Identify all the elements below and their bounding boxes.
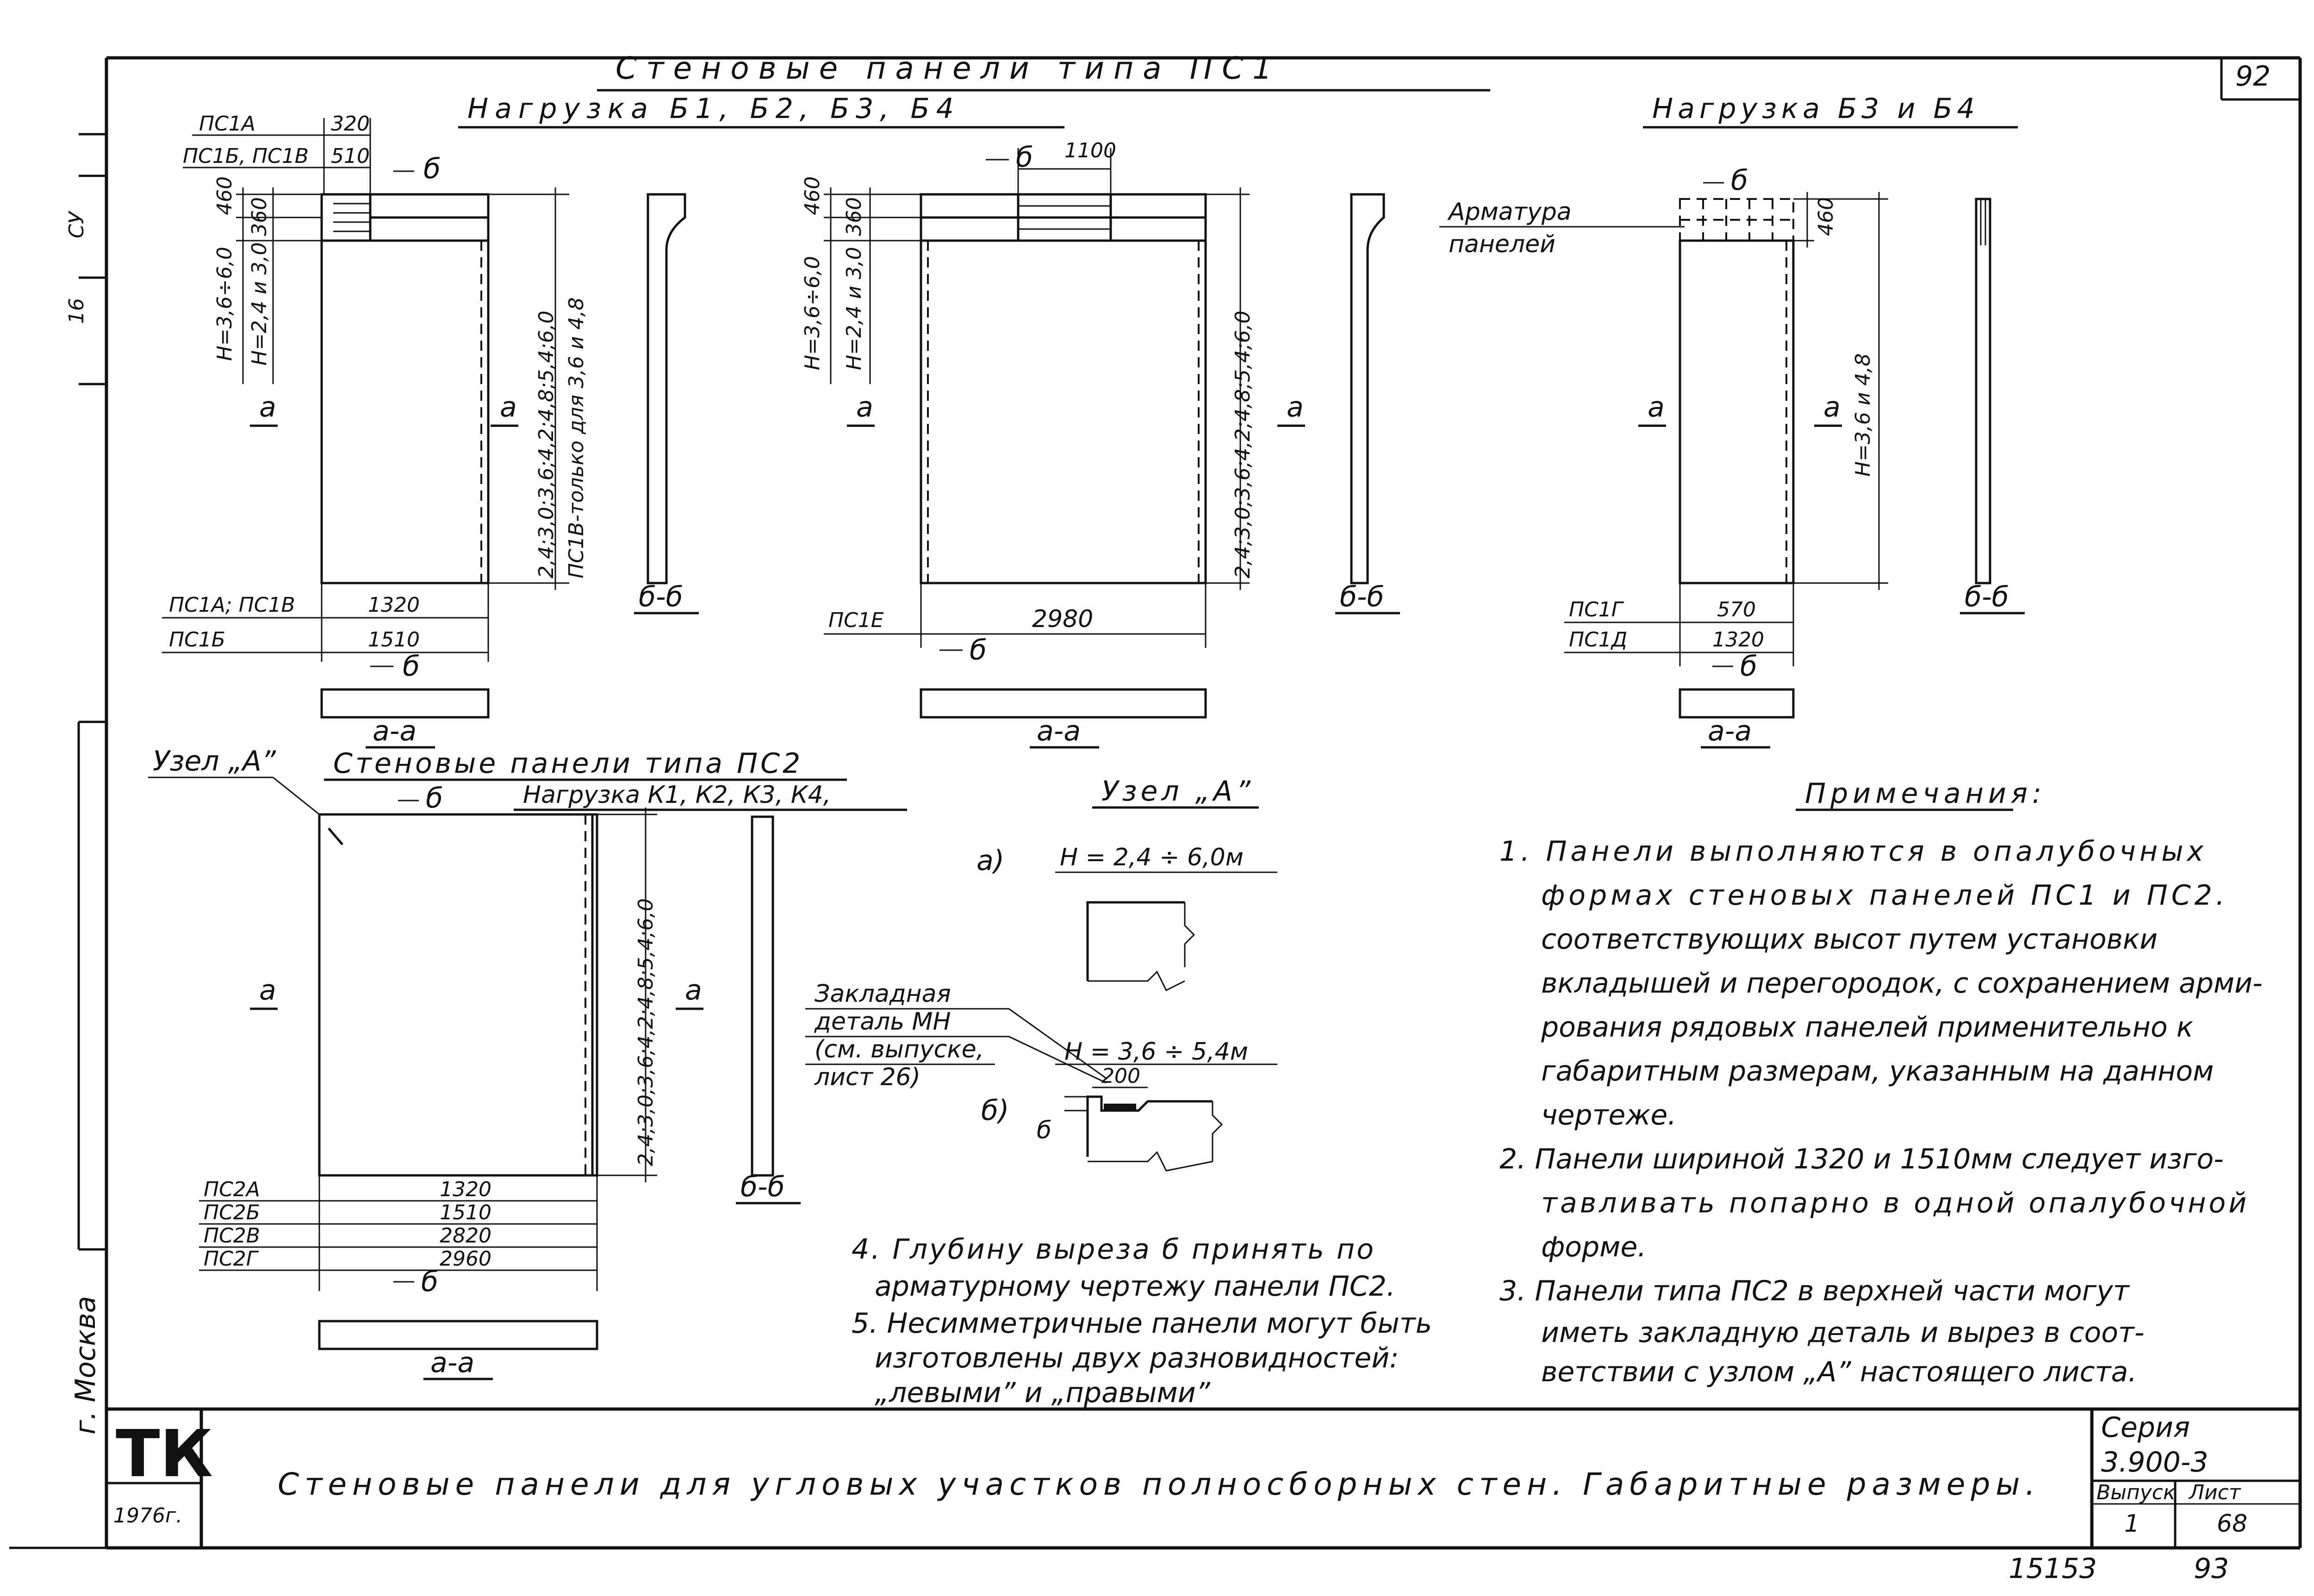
svg-text:б: б [970,634,987,666]
svg-text:Н=2,4 и 3,0: Н=2,4 и 3,0 [842,247,866,370]
margin-label-2: 16 [65,298,88,324]
svg-text:б: б [403,650,420,683]
uzel-a-pointer-label: Узел „А” [153,745,276,777]
svg-text:рования рядовых панелей примен: рования рядовых панелей применительно к [1541,1011,2194,1043]
footer-page-number: 93 [2194,1553,2229,1585]
series-number: 3.900-3 [2101,1446,2208,1478]
svg-text:соответствующих высот путем ус: соответствующих высот путем установки [1541,923,2158,956]
svg-text:Н=3,6÷6,0: Н=3,6÷6,0 [801,256,824,370]
svg-text:Арматура: Арматура [1449,198,1572,226]
svg-text:5. Несимметричные панели могут: 5. Несимметричные панели могут быть [852,1307,1432,1340]
title-ps1: Стеновые панели типа ПС1 [616,50,1281,86]
svg-text:„левыми” и „правыми”: „левыми” и „правыми” [875,1377,1210,1409]
load-b34-label: Нагрузка Б3 и Б4 [1652,93,1979,125]
svg-text:Н = 3,6 ÷ 5,4м: Н = 3,6 ÷ 5,4м [1064,1038,1248,1066]
city-label: г. Москва [69,1296,102,1435]
notes-4-5 [852,1233,1432,1409]
svg-text:тавливать попарно в одной опал: тавливать попарно в одной опалубочной [1541,1187,2250,1219]
svg-text:панелей: панелей [1449,230,1555,258]
archive-number: 15153 [2009,1553,2097,1585]
margin-label-1: СУ [65,211,88,238]
svg-text:570: 570 [1717,598,1756,621]
load-k-label: Нагрузка К1, К2, К3, К4, [523,781,831,809]
svg-text:2,4;3,0;3,6;4,2;4,8;5,4;6,0: 2,4;3,0;3,6;4,2;4,8;5,4;6,0 [1231,311,1255,578]
svg-text:арматурному чертежу панели ПС2: арматурному чертежу панели ПС2. [875,1270,1395,1303]
svg-text:460: 460 [1814,197,1838,236]
node-a-title: Узел „А” [1101,775,1255,807]
svg-text:а: а [1648,391,1665,423]
panel-ps1g [1439,164,1888,747]
psa-label: ПС1А [199,112,255,136]
svg-text:2,4;3,0;3,6;4,2;4,8;5,4;6,0: 2,4;3,0;3,6;4,2;4,8;5,4;6,0 [634,898,658,1166]
svg-text:чертеже.: чертеже. [1541,1099,1677,1131]
title-ps2: Стеновые панели типа ПС2 [333,747,803,780]
svg-text:1510: 1510 [440,1201,491,1224]
svg-text:б: б [1016,141,1033,174]
svg-text:1. Панели выполняются в опалуб: 1. Панели выполняются в опалубочных [1499,835,2207,868]
svg-text:б: б [426,782,443,814]
section-bb-4 [736,817,801,1203]
svg-text:460: 460 [213,176,236,215]
svg-text:1: 1 [2124,1510,2140,1538]
svg-text:б-б: б-б [1965,581,2009,613]
svg-text:б: б [423,153,441,185]
node-a-detail [805,775,1277,1171]
svg-text:510: 510 [331,144,370,168]
svg-text:2. Панели шириной 1320 и 1510м: 2. Панели шириной 1320 и 1510мм следует изго- [1499,1143,2224,1175]
svg-text:Серия: Серия [2101,1411,2190,1444]
svg-text:Н=2,4 и 3,0: Н=2,4 и 3,0 [248,242,271,366]
svg-text:2980: 2980 [1032,605,1094,633]
svg-text:а: а [685,974,702,1006]
height-range-label: Н=3,6÷6,0 [213,247,236,361]
svg-text:ПС1Д: ПС1Д [1569,628,1628,652]
svg-text:1320: 1320 [440,1178,491,1201]
svg-text:Лист: Лист [2189,1481,2241,1504]
svg-text:Выпуск: Выпуск [2096,1481,2176,1504]
svg-text:Н = 2,4 ÷ 6,0м: Н = 2,4 ÷ 6,0м [1060,844,1244,871]
section-bb-3 [1960,199,2025,613]
svg-text:ПС2В: ПС2В [204,1224,260,1248]
svg-text:а: а [500,391,517,423]
svg-text:4. Глубину выреза б принять по: 4. Глубину выреза б принять по [852,1233,1375,1266]
svg-text:ПС1Е: ПС1Е [828,609,884,632]
svg-text:ПС2А: ПС2А [204,1178,260,1201]
notes-block [1499,777,2263,1388]
notes-title: Примечания: [1805,777,2047,810]
svg-text:б-б: б-б [639,581,683,613]
svg-text:формах стеновых панелей ПС1 и: формах стеновых панелей ПС1 и ПС2. [1541,879,2228,912]
panel-ps1e [801,139,1305,747]
svg-text:а-а: а-а [1708,715,1752,747]
svg-text:1976г.: 1976г. [113,1504,183,1528]
load-b-label: Нагрузка Б1, Б2, Б3, Б4 [467,93,960,125]
svg-text:1320: 1320 [1712,628,1764,652]
svg-text:а: а [856,391,873,423]
svg-text:лист 26): лист 26) [815,1063,921,1091]
title-block [106,1409,2300,1548]
svg-text:б: б [421,1266,439,1298]
svg-text:ПС1Г: ПС1Г [1569,598,1623,621]
svg-text:вкладышей и перегородок, с сох: вкладышей и перегородок, с сохранением арми- [1541,967,2263,1000]
svg-text:ПС1Б: ПС1Б [169,628,225,652]
svg-text:а-а: а-а [1037,715,1081,747]
section-bb-1 [634,194,699,613]
section-bb-2 [1335,194,1400,613]
page-number: 92 [2235,60,2271,93]
svg-text:изготовлены двух разновидносте: изготовлены двух разновидностей: [875,1342,1399,1374]
svg-text:б-б: б-б [1340,581,1384,613]
right-dim-heights: 2,4;3,0;3,6;4,2;4,8;5,4;6,0 [535,311,558,578]
svg-text:а: а [259,391,276,423]
svg-text:а-а: а-а [373,715,417,747]
svg-text:ветствии с узлом „А” настоящег: ветствии с узлом „А” настоящего листа. [1541,1356,2137,1388]
svg-text:деталь МН: деталь МН [815,1008,951,1036]
panel-ps1a [162,112,588,747]
svg-text:1100: 1100 [1064,139,1116,162]
svg-text:ПС2Г: ПС2Г [204,1247,258,1271]
stamp-title: Стеновые панели для угловых участков полносборных стен. Габаритные размеры. [278,1466,2041,1502]
svg-text:1320: 1320 [368,593,420,617]
svg-text:ПС1А; ПС1В: ПС1А; ПС1В [169,593,295,617]
tk-logo: ТК [116,1416,213,1492]
svg-text:ПС2Б: ПС2Б [204,1201,260,1224]
sheet-number: 68 [2217,1510,2248,1538]
svg-text:Н=3,6 и 4,8: Н=3,6 и 4,8 [1851,353,1875,477]
svg-text:(см. выпуске,: (см. выпуске, [815,1036,984,1063]
svg-text:б: б [1740,650,1758,683]
psb-label: ПС1Б, ПС1В [183,144,309,168]
svg-text:2960: 2960 [440,1247,491,1271]
svg-text:б: б [1731,164,1748,197]
svg-text:а-а: а-а [430,1347,475,1379]
svg-text:460: 460 [801,176,824,215]
svg-text:2820: 2820 [440,1224,491,1248]
svg-text:3. Панели типа ПС2 в верхней ч: 3. Панели типа ПС2 в верхней части могут [1499,1275,2129,1307]
panel-ps2 [148,745,907,1379]
svg-text:а: а [1823,391,1841,423]
svg-text:ПС1В-только для 3,6 и 4,8: ПС1В-только для 3,6 и 4,8 [565,297,588,578]
svg-text:иметь закладную деталь и вырез: иметь закладную деталь и вырез в соот- [1541,1317,2145,1349]
svg-text:а: а [1287,391,1304,423]
svg-text:габаритным размерам, указанным: габаритным размерам, указанным на данном [1541,1055,2214,1087]
svg-text:Закладная: Закладная [815,980,951,1008]
svg-text:360: 360 [248,197,271,236]
svg-text:форме.: форме. [1541,1231,1647,1263]
svg-text:360: 360 [842,197,866,236]
svg-text:320: 320 [331,112,370,136]
svg-text:1510: 1510 [368,628,420,652]
svg-text:б): б) [981,1094,1009,1127]
svg-text:б-б: б-б [740,1171,785,1203]
svg-text:а: а [259,974,276,1006]
svg-text:б: б [1037,1117,1052,1144]
svg-text:а): а) [977,845,1005,877]
svg-text:200: 200 [1101,1064,1140,1088]
